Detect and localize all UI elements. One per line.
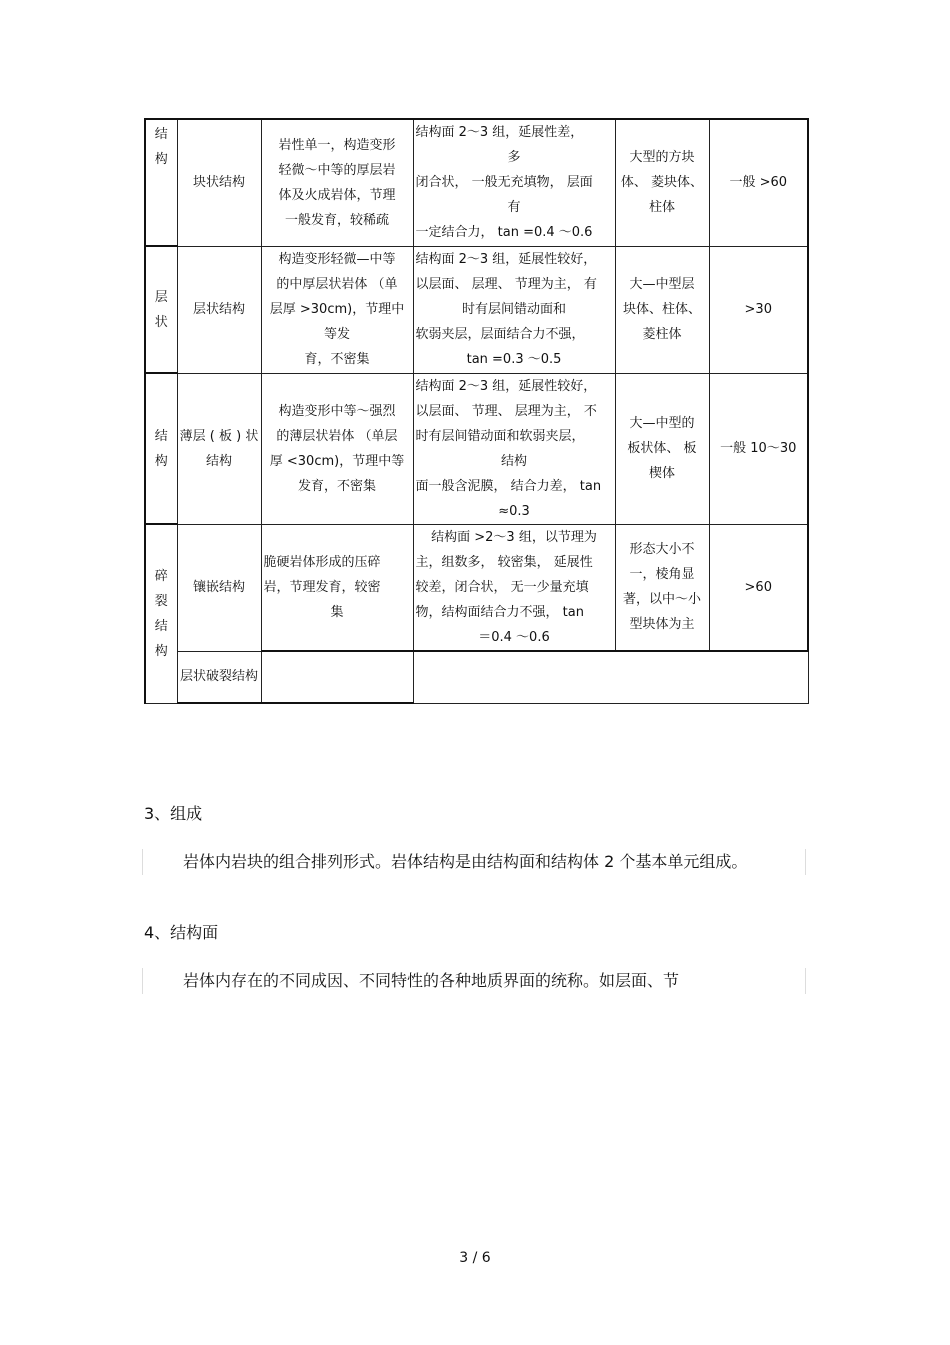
geology-cell: 构造变形中等～强烈 的薄层状岩体 （单层 厚 <30cm)，节理中等 发育，不密集 (261, 373, 413, 524)
surface-cell: 结构面 2～3 组，延展性差， 多 闭合状， 一般无充填物， 层面 有 一定结合力， tan =0.4 ～0.6 (413, 119, 615, 246)
group-label: 层状 (154, 289, 168, 330)
surface-cell: 结构面 2～3 组，延展性较好， 以层面、 层理、 节理为主， 有 时有层间错动面和 软弱夹层，层面结合力不强， tan =0.3 ～0.5 (413, 246, 615, 373)
group-cell (145, 246, 177, 373)
group-cell (145, 373, 177, 524)
group-cell (145, 524, 177, 703)
section-paragraph: 岩体内存在的不同成因、不同特性的各种地质界面的统称。如层面、节 (142, 968, 806, 994)
block-shape-cell: 大型的方块 体、 菱块体、 柱体 (615, 119, 709, 246)
block-shape-cell: 大—中型的 板状体、 板 楔体 (615, 373, 709, 524)
value-cell: 一般 >60 (709, 119, 808, 246)
table-row (145, 246, 808, 373)
group-cell (145, 119, 177, 246)
section-heading: 3、组成 (144, 804, 203, 823)
table-row (145, 373, 808, 524)
empty-cell (413, 651, 808, 703)
value-cell: >30 (709, 246, 808, 373)
table-row (145, 524, 808, 651)
block-shape-cell: 形态大小不 一，棱角显 著，以中～小 型块体为主 (615, 524, 709, 651)
page-number: 3 / 6 (459, 1250, 491, 1266)
structure-name-cell: 层状破裂结构 (177, 651, 261, 703)
structure-name-cell: 层状结构 (177, 246, 261, 373)
structure-name-cell: 薄层 ( 板 ) 状结构 (177, 373, 261, 524)
value-cell: >60 (709, 524, 808, 651)
rock-structure-table (144, 118, 809, 704)
group-label: 结构 (154, 428, 168, 469)
table-row (145, 651, 808, 703)
structure-name-cell: 镶嵌结构 (177, 524, 261, 651)
structure-name-cell: 块状结构 (177, 119, 261, 246)
geology-cell: 脆硬岩体形成的压碎 岩，节理发育，较密 集 (261, 524, 413, 651)
group-label: 结构 (154, 127, 168, 167)
group-label: 碎裂结构 (154, 568, 168, 659)
geology-cell: 岩性单一，构造变形 轻微～中等的厚层岩 体及火成岩体，节理 一般发育，较稀疏 (261, 119, 413, 246)
table-row (145, 119, 808, 246)
surface-cell: 结构面 2～3 组，延展性较好， 以层面、 节理、 层理为主， 不 时有层间错动面和软弱夹层， 结构 面一般含泥膜， 结合力差， tan ≈0.3 (413, 373, 615, 524)
section-heading: 4、结构面 (144, 923, 219, 942)
geology-cell: 构造变形轻微—中等 的中厚层状岩体 （单 层厚 >30cm)，节理中 等发 育，不密集 (261, 246, 413, 373)
empty-cell (261, 651, 413, 703)
section-paragraph: 岩体内岩块的组合排列形式。岩体结构是由结构面和结构体 2 个基本单元组成。 (142, 849, 806, 875)
surface-cell: 结构面 >2～3 组，以节理为 主，组数多， 较密集， 延展性 较差，闭合状， 无一少量充填 物，结构面结合力不强， tan ＝0.4 ～0.6 (413, 524, 615, 651)
block-shape-cell: 大—中型层 块体、柱体、 菱柱体 (615, 246, 709, 373)
value-cell: 一般 10～30 (709, 373, 808, 524)
